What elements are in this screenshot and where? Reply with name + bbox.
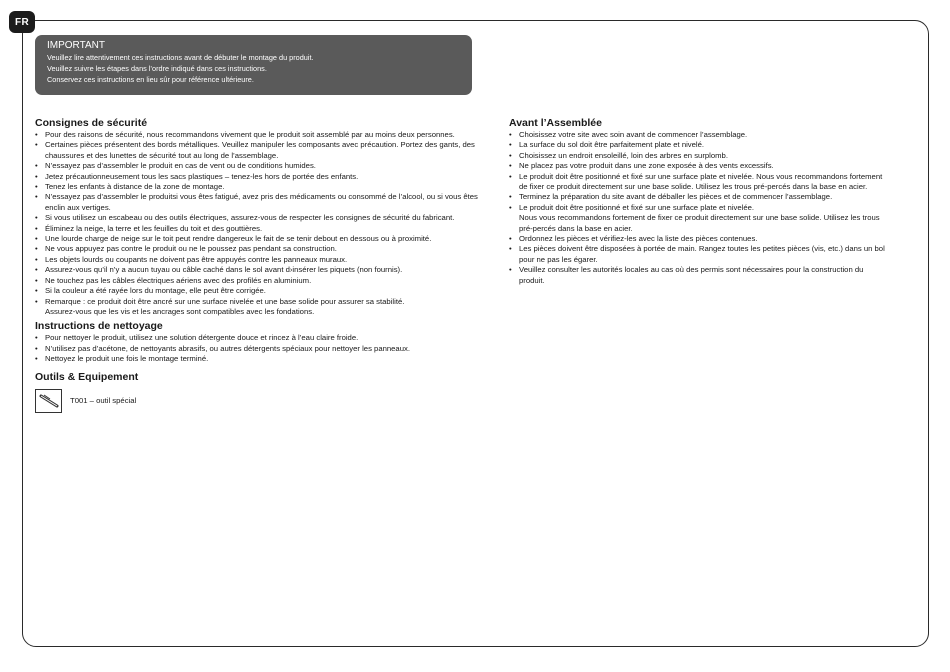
list-item: • Choisissez votre site avec soin avant de commencer l’assemblage. (509, 130, 889, 140)
list-item: • Ne touchez pas les câbles électriques aériens avec des profilés en aluminium. (35, 276, 485, 286)
list-item (509, 203, 889, 234)
tools-section (35, 371, 485, 413)
list-item: • Assurez-vous qu’il n’y a aucun tuyau ou câble caché dans le sol avant d›insérer les piquets (non fournis). (35, 265, 485, 275)
list-item: • Terminez la préparation du site avant de déballer les pièces et de commencer l’assemblage. (509, 192, 889, 202)
cleaning-section (35, 320, 485, 364)
list-item: • Veuillez consulter les autorités locales au cas où des permis sont nécessaires pour la construction du produit. (509, 265, 889, 286)
list-item-subtext: Nous vous recommandons fortement de fixer ce produit directement sur une base solide. Utilisez les trous pré-percés dans la base en acier. (519, 213, 880, 233)
language-badge: FR (9, 11, 35, 33)
tool-item (35, 389, 485, 413)
before-assembly-title: Avant l’Assemblée (509, 117, 602, 129)
list-item: • Remarque : ce produit doit être ancré sur une surface nivelée et une base solide pour assurer sa stabilité. (35, 297, 485, 307)
list-item: • Les pièces doivent être disposées à portée de main. Rangez toutes les petites pièces (vis, etc.) dans un bol pour ne pas les égarer. (509, 244, 889, 265)
cleaning-title: Instructions de nettoyage (35, 320, 163, 333)
list-item: • Ne vous appuyez pas contre le produit ou ne le poussez pas pendant sa construction. (35, 244, 485, 254)
list-item: • Nettoyez le produit une fois le montage terminé. (35, 354, 485, 364)
list-item: • Pour nettoyer le produit, utilisez une solution détergente douce et rincez à l’eau claire froide. (35, 333, 485, 343)
list-item: • Jetez précautionneusement tous les sacs plastiques – tenez-les hors de portée des enfants. (35, 172, 485, 182)
before-assembly-list (509, 130, 889, 286)
list-item: • Si la couleur a été rayée lors du montage, elle peut être corrigée. (35, 286, 485, 296)
list-item: • Une lourde charge de neige sur le toit peut rendre dangereux le fait de se tenir debout en dessous ou à proximité. (35, 234, 485, 244)
list-item-text: Le produit doit être positionné et fixé sur une surface plate et nivelée. (519, 202, 755, 212)
screwdriver-icon (35, 389, 62, 413)
tools-title: Outils & Equipement (35, 370, 139, 383)
safety-note: Assurez-vous que les vis et les ancrages sont compatibles avec les fondations. (45, 306, 315, 316)
cleaning-list (35, 333, 485, 364)
important-line: Veuillez suivre les étapes dans l’ordre indiqué dans ces instructions. (47, 64, 267, 73)
list-item: • Éliminez la neige, la terre et les feuilles du toit et des gouttières. (35, 224, 485, 234)
important-title: IMPORTANT (47, 40, 105, 51)
list-item: • Si vous utilisez un escabeau ou des outils électriques, assurez-vous de respecter les consignes de sécurité du fabricant. (35, 213, 485, 223)
safety-title: Consignes de sécurité (35, 117, 148, 129)
important-line: Conservez ces instructions en lieu sûr pour référence ultérieure. (47, 75, 254, 84)
list-item: • Choisissez un endroit ensoleillé, loin des arbres en surplomb. (509, 151, 889, 161)
list-item: • N’essayez pas d’assembler le produitsi vous êtes fatigué, avez pris des médicaments ou consommé de l’alcool, ou si vous êtes enclin aux vertiges. (35, 192, 485, 213)
safety-list (35, 130, 485, 317)
important-notice (35, 35, 472, 95)
list-item: • Le produit doit être positionné et fixé sur une surface plate et nivelée. Nous vous recommandons fortement de fixer ce produit directement sur une base solide. Utilisez les trous pré-percés dans la base en acier. (509, 172, 889, 193)
list-item: • Pour des raisons de sécurité, nous recommandons vivement que le produit soit assemblé par au moins deux personnes. (35, 130, 485, 140)
list-item: • Certaines pièces présentent des bords métalliques. Veuillez manipuler les composants avec précaution. Portez des gants, des chaussures et des lunettes de sécurité tout au long de l’assemblage. (35, 140, 485, 161)
list-item: • Les objets lourds ou coupants ne doivent pas être appuyés contre les panneaux muraux. (35, 255, 485, 265)
list-item: • Tenez les enfants à distance de la zone de montage. (35, 182, 485, 192)
list-item: • N’utilisez pas d’acétone, de nettoyants abrasifs, ou autres détergents spéciaux pour nettoyer les panneaux. (35, 344, 485, 354)
list-item: • N’essayez pas d’assembler le produit en cas de vent ou de conditions humides. (35, 161, 485, 171)
left-column (35, 117, 485, 416)
before-assembly-section (509, 117, 889, 286)
list-item: • Ne placez pas votre produit dans une zone exposée à des vents excessifs. (509, 161, 889, 171)
tool-label: T001 – outil spécial (70, 396, 137, 406)
safety-section (35, 117, 485, 317)
list-item: • La surface du sol doit être parfaitement plate et nivelé. (509, 140, 889, 150)
right-column (509, 117, 889, 289)
list-item: • Ordonnez les pièces et vérifiez-les avec la liste des pièces contenues. (509, 234, 889, 244)
important-line: Veuillez lire attentivement ces instructions avant de débuter le montage du produit. (47, 53, 314, 62)
